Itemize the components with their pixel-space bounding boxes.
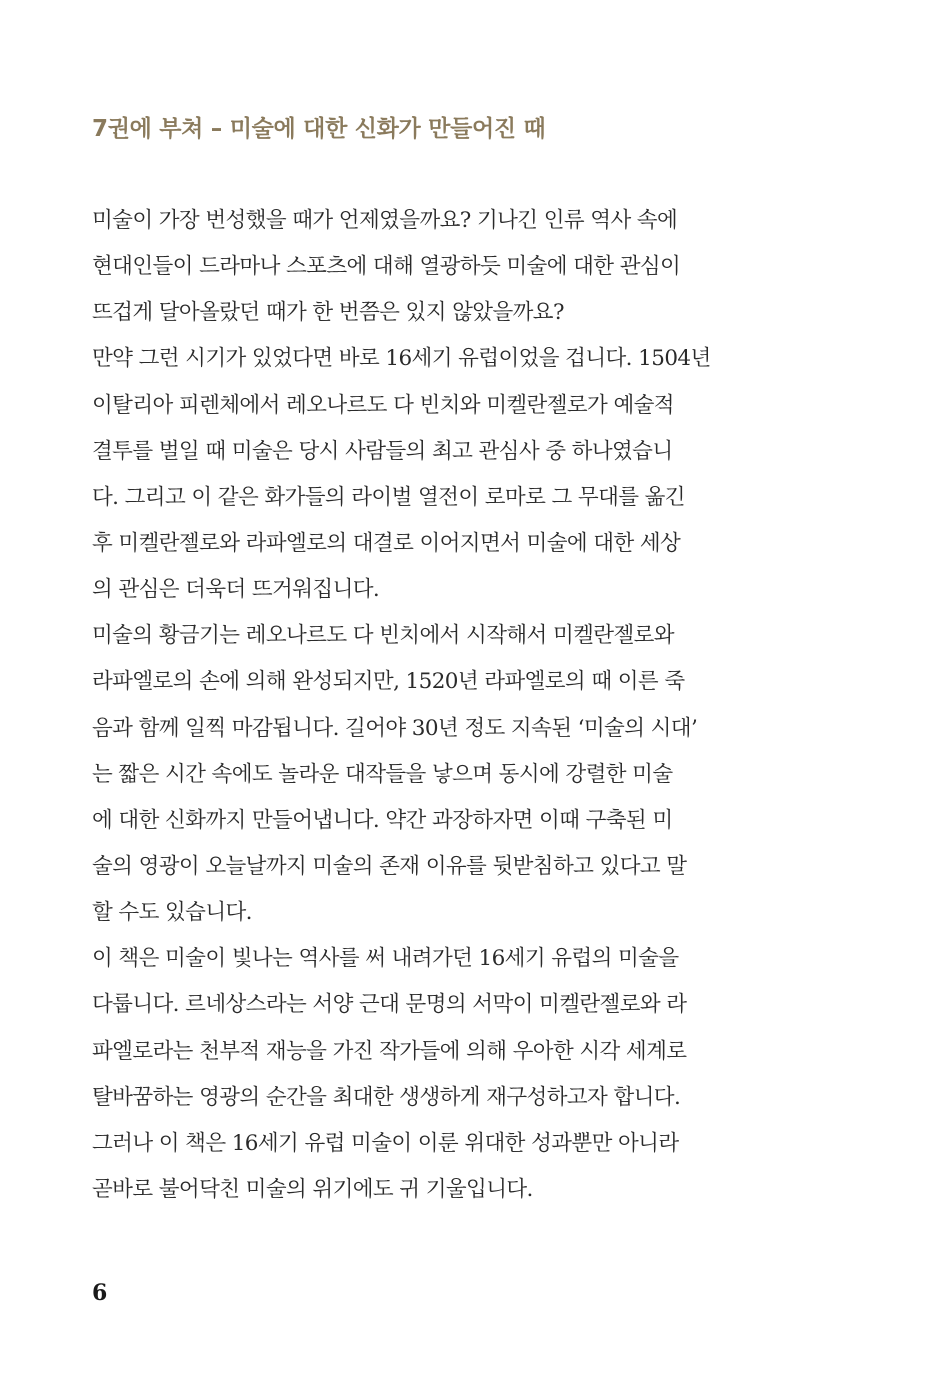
text-line: 후 미켈란젤로와 라파엘로의 대결로 이어지면서 미술에 대한 세상 xyxy=(92,530,681,556)
text-line: 이탈리아 피렌체에서 레오나르도 다 빈치와 미켈란젤로가 예술적 xyxy=(92,392,674,418)
text-line: 라파엘로의 손에 의해 완성되지만, 1520년 라파엘로의 때 이른 죽 xyxy=(92,669,685,695)
text-line: 파엘로라는 천부적 재능을 가진 작가들에 의해 우아한 시각 세계로 xyxy=(92,1038,687,1064)
text-line: 뜨겁게 달아올랐던 때가 한 번쯤은 있지 않았을까요? xyxy=(92,300,564,326)
text-line: 미술이 가장 번성했을 때가 언제였을까요? 기나긴 인류 역사 속에 xyxy=(92,208,678,233)
text-line: 만약 그런 시기가 있었다면 바로 16세기 유럽이었을 겁니다. 1504년 xyxy=(92,346,711,372)
page-number: 6 xyxy=(92,1280,108,1306)
text-line: 다. 그리고 이 같은 화가들의 라이벌 열전이 로마로 그 무대를 옮긴 xyxy=(92,484,685,510)
text-line: 의 관심은 더욱더 뜨거워집니다. xyxy=(92,577,380,603)
text-line: 다룹니다. 르네상스라는 서양 근대 문명의 서막이 미켈란젤로와 라 xyxy=(92,992,687,1018)
text-line: 결투를 벌일 때 미술은 당시 사람들의 최고 관심사 중 하나였습니 xyxy=(92,438,673,464)
text-line: 음과 함께 일찍 마감됩니다. 길어야 30년 정도 지속된 ‘미술의 시대’ xyxy=(92,715,698,741)
text-line: 는 짧은 시간 속에도 놀라운 대작들을 낳으며 동시에 강렬한 미술 xyxy=(92,761,673,787)
section-heading: 7권에 부쳐 – 미술에 대한 신화가 만들어진 때 xyxy=(92,116,546,142)
text-line: 술의 영광이 오늘날까지 미술의 존재 이유를 뒷받침하고 있다고 말 xyxy=(92,853,687,879)
text-line: 미술의 황금기는 레오나르도 다 빈치에서 시작해서 미켈란젤로와 xyxy=(92,623,674,649)
body-text xyxy=(92,198,717,1213)
text-line: 현대인들이 드라마나 스포츠에 대해 열광하듯 미술에 대한 관심이 xyxy=(92,254,681,280)
text-line: 탈바꿈하는 영광의 순간을 최대한 생생하게 재구성하고자 합니다. xyxy=(92,1084,681,1110)
text-line: 에 대한 신화까지 만들어냅니다. 약간 과장하자면 이때 구축된 미 xyxy=(92,807,673,833)
text-line: 그러나 이 책은 16세기 유럽 미술이 이룬 위대한 성과뿐만 아니라 xyxy=(92,1130,679,1156)
text-line: 곧바로 불어닥친 미술의 위기에도 귀 기울입니다. xyxy=(92,1176,533,1202)
text-line: 이 책은 미술이 빛나는 역사를 써 내려가던 16세기 유럽의 미술을 xyxy=(92,946,679,972)
text-line: 할 수도 있습니다. xyxy=(92,900,252,926)
